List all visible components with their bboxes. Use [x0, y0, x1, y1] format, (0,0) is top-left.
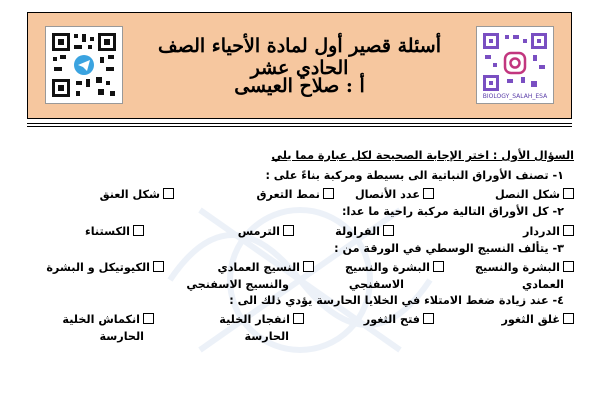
answer-option[interactable] — [475, 261, 574, 273]
checkbox-icon[interactable] — [423, 313, 434, 324]
option-label: انكماش الخلية — [62, 313, 140, 327]
question-text: ٣- يتألف النسيج الوسطي في الورقة من : — [334, 241, 564, 255]
option-label: الدردار — [523, 224, 560, 238]
answer-option[interactable] — [335, 225, 394, 237]
divider-line — [27, 126, 572, 127]
teacher-name: أ : صلاح العيسى — [234, 75, 365, 97]
option-label: فتح الثغور — [363, 313, 420, 327]
checkbox-icon[interactable] — [163, 188, 174, 199]
answer-option[interactable] — [523, 225, 574, 237]
answer-option[interactable] — [238, 225, 294, 237]
answer-option[interactable] — [257, 188, 334, 200]
checkbox-icon[interactable] — [143, 313, 154, 324]
answer-option[interactable] — [501, 313, 574, 325]
option-label: عدد الأنصال — [354, 188, 420, 202]
qr-caption: BIOLOGY_SALAH_ESA — [482, 93, 548, 100]
option-label: الفراولة — [335, 224, 380, 238]
section-heading: السؤال الأول : اختر الإجابة الصحيحة لكل عبارة مما يلي — [271, 149, 574, 162]
checkbox-icon[interactable] — [423, 188, 434, 199]
option-label: الكستناء — [85, 224, 130, 238]
option-label: نمط التعرق — [256, 188, 320, 202]
options-row — [22, 225, 574, 243]
question-text: ٢- كل الأوراق التالية مركبة راحية ما عدا: — [342, 205, 564, 219]
qr-code-icon — [50, 31, 118, 99]
answer-option[interactable] — [62, 313, 154, 325]
question-text: ١- تصنف الأوراق النباتية الى بسيطة ومركبة بناءً على : — [265, 169, 564, 183]
option-label: البشرة والنسيج — [474, 260, 560, 274]
question-section — [22, 150, 574, 347]
option-label: شكل العنق — [99, 188, 160, 202]
options-row — [22, 188, 574, 206]
option-continuation: والنسيج الاسفنجي — [186, 277, 289, 291]
option-continuation: الحارسة — [244, 330, 289, 344]
question-text: ٤- عند زيادة ضغط الامتلاء في الخلايا الحارسة يؤدي ذلك الى : — [229, 293, 564, 307]
answer-option[interactable] — [217, 261, 314, 273]
checkbox-icon[interactable] — [283, 225, 294, 236]
checkbox-icon[interactable] — [323, 188, 334, 199]
header-banner — [27, 12, 572, 119]
checkbox-icon[interactable] — [563, 188, 574, 199]
telegram-qr-code — [45, 26, 123, 104]
checkbox-icon[interactable] — [383, 225, 394, 236]
option-label: الكيوتيكل و البشرة — [46, 260, 150, 274]
checkbox-icon[interactable] — [433, 261, 444, 272]
answer-option[interactable] — [345, 261, 444, 273]
page-title: أسئلة قصير أول لمادة الأحياء الصف الحادي عشر — [157, 35, 442, 79]
options-row — [22, 261, 574, 295]
answer-option[interactable] — [46, 261, 164, 273]
option-label: البشرة والنسيج — [344, 260, 430, 274]
option-label: غلق الثغور — [501, 313, 560, 327]
option-label: انفجار الخلية — [219, 313, 290, 327]
checkbox-icon[interactable] — [303, 261, 314, 272]
option-label: النسيج العمادي — [217, 260, 300, 274]
checkbox-icon[interactable] — [133, 225, 144, 236]
option-continuation: الاسفنجي — [348, 277, 404, 291]
answer-option[interactable] — [100, 188, 174, 200]
options-row — [22, 313, 574, 347]
answer-option[interactable] — [219, 313, 304, 325]
answer-option[interactable] — [355, 188, 434, 200]
answer-option[interactable] — [85, 225, 144, 237]
option-continuation: الحارسة — [99, 330, 144, 344]
answer-option[interactable] — [495, 188, 574, 200]
checkbox-icon[interactable] — [563, 313, 574, 324]
qr-code-icon — [481, 31, 549, 99]
instagram-qr-code — [476, 26, 554, 104]
option-label: شكل النصل — [494, 188, 560, 202]
checkbox-icon[interactable] — [563, 261, 574, 272]
option-continuation: العمادي — [521, 277, 564, 291]
checkbox-icon[interactable] — [153, 261, 164, 272]
divider-line — [27, 123, 572, 124]
option-label: الترمس — [237, 224, 280, 238]
answer-option[interactable] — [364, 313, 434, 325]
checkbox-icon[interactable] — [293, 313, 304, 324]
checkbox-icon[interactable] — [563, 225, 574, 236]
